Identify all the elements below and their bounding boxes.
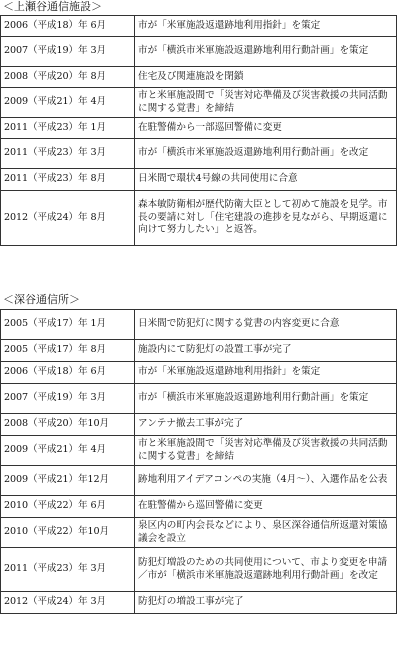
event-cell: 在駐警備から一部巡回警備に変更 [135,118,397,139]
event-cell: 市が「横浜市米軍施設返還跡地利用行動計画」を策定 [135,37,397,67]
date-cell: 2008（平成20）年10月 [1,414,135,436]
date-cell: 2009（平成21）年 4月 [1,88,135,118]
table-row [1,548,397,592]
fukaya-chronology-table [0,309,397,614]
event-cell: 跡地利用アイデアコンペの実施（4月～）、入選作品を公表 [135,466,397,496]
date-cell: 2009（平成21）年12月 [1,466,135,496]
table-row [1,384,397,414]
event-cell: 在駐警備から巡回警備に変更 [135,496,397,518]
table-row [1,362,397,384]
section-heading-kamiseya: ＜上瀬谷通信施設＞ [3,0,102,13]
table-row [1,118,397,139]
event-cell: 市が「米軍施設返還跡地利用指針」を策定 [135,362,397,384]
table-row [1,88,397,118]
table-row [1,466,397,496]
table-row [1,67,397,88]
event-cell: 日米間で環状4号線の共同使用に合意 [135,169,397,191]
kamiseya-chronology-table [0,15,397,246]
date-cell: 2005（平成17）年 1月 [1,310,135,340]
event-cell: 防犯灯増設のための共同使用について、市より変更を申請／市が「横浜市米軍施設返還跡地利用行動計画」を改定 [135,548,397,592]
table-row [1,518,397,548]
table-row [1,310,397,340]
event-cell: 市と米軍施設間で「災害対応準備及び災害救援の共同活動に関する覚書」を締結 [135,88,397,118]
table-row [1,139,397,169]
date-cell: 2006（平成18）年 6月 [1,16,135,37]
event-cell: 森本敏防衛相が歴代防衛大臣として初めて施設を見学。市長の要請に対し「住宅建設の進捗を見ながら、早期返還に向けて努力したい」と返答。 [135,191,397,246]
date-cell: 2010（平成22）年10月 [1,518,135,548]
event-cell: 市が「米軍施設返還跡地利用指針」を策定 [135,16,397,37]
date-cell: 2009（平成21）年 4月 [1,436,135,466]
date-cell: 2011（平成23）年 3月 [1,139,135,169]
event-cell: 市と米軍施設間で「災害対応準備及び災害救援の共同活動に関する覚書」を締結 [135,436,397,466]
table-row [1,340,397,362]
date-cell: 2010（平成22）年 6月 [1,496,135,518]
event-cell: 防犯灯の増設工事が完了 [135,592,397,614]
date-cell: 2007（平成19）年 3月 [1,37,135,67]
event-cell: 施設内にて防犯灯の設置工事が完了 [135,340,397,362]
event-cell: 市が「横浜市米軍施設返還跡地利用行動計画」を改定 [135,139,397,169]
event-cell: 市が「横浜市米軍施設返還跡地利用行動計画」を策定 [135,384,397,414]
event-cell: 泉区内の町内会長などにより、泉区深谷通信所返還対策協議会を設立 [135,518,397,548]
table-row [1,414,397,436]
date-cell: 2012（平成24）年 8月 [1,191,135,246]
date-cell: 2011（平成23）年 8月 [1,169,135,191]
table-row [1,436,397,466]
date-cell: 2011（平成23）年 3月 [1,548,135,592]
table-row [1,37,397,67]
date-cell: 2005（平成17）年 8月 [1,340,135,362]
event-cell: 日米間で防犯灯に関する覚書の内容変更に合意 [135,310,397,340]
table-row [1,592,397,614]
table-row [1,16,397,37]
table-row [1,169,397,191]
date-cell: 2006（平成18）年 6月 [1,362,135,384]
table-row [1,191,397,246]
date-cell: 2008（平成20）年 8月 [1,67,135,88]
section-heading-fukaya: ＜深谷通信所＞ [3,293,80,306]
date-cell: 2007（平成19）年 3月 [1,384,135,414]
date-cell: 2012（平成24）年 3月 [1,592,135,614]
event-cell: アンテナ撤去工事が完了 [135,414,397,436]
date-cell: 2011（平成23）年 1月 [1,118,135,139]
event-cell: 住宅及び関連施設を閉鎖 [135,67,397,88]
table-row [1,496,397,518]
